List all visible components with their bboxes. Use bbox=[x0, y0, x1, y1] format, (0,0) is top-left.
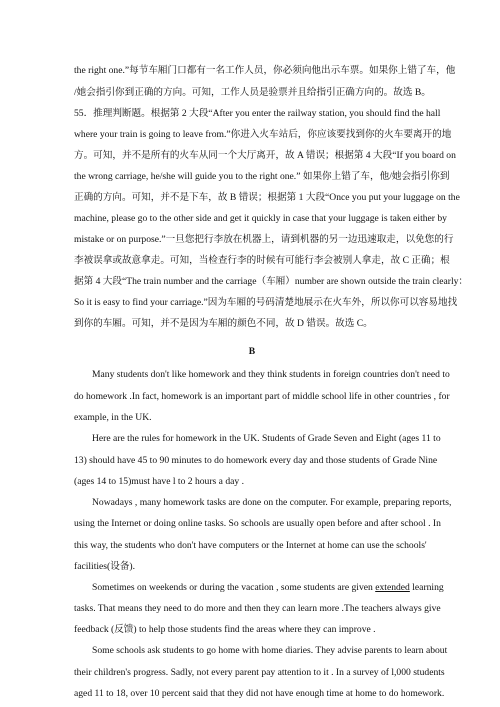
answer-line: So it is easy to find your carriage.”因为车厢的号码清楚地展示在火车外，所以你可以容易地找 bbox=[74, 297, 458, 308]
answer-line: the right one.”每节车厢门口都有一名工作人员，你必须向他出示车票。如果你上错了车，他 bbox=[74, 65, 456, 76]
passage-text: learning bbox=[409, 582, 444, 593]
answer-line: 正确的方向。可知，并不是下车，故 B 错误；根据第 1 大段“Once you put your luggage on the bbox=[74, 192, 460, 203]
answer-line: machine, please go to the other side and get it quickly in case that your luggage is taken either by bbox=[74, 213, 447, 224]
passage-line: example, in the UK. bbox=[74, 412, 152, 423]
passage-line: 13) should have 45 to 90 minutes to do homework every day and those students of Grade Nine bbox=[74, 455, 438, 466]
answer-line: 55．推理判断题。根据第 2 大段“After you enter the railway station, you should find the hall bbox=[74, 108, 441, 119]
passage-line: Here are the rules for homework in the UK. Students of Grade Seven and Eight (ages 11 to bbox=[92, 433, 441, 444]
answer-line: mistake or on purpose.”一旦您把行李放在机器上，请到机器的另一边迅速取走，以免您的行 bbox=[74, 234, 454, 245]
passage-line: aged 11 to 18, over 10 percent said that they did not have enough time at home to do homework. bbox=[74, 688, 445, 699]
section-title: B bbox=[248, 346, 256, 357]
answer-line: 到你的车厢。可知，并不是因为车厢的颜色不同，故 D 错误。故选 C。 bbox=[74, 318, 373, 329]
passage-line: Some schools ask students to go home with home diaries. They advise parents to learn about bbox=[92, 645, 448, 656]
answer-line: 据第 4 大段“The train number and the carriage（车厢）number are shown outside the train clearly： bbox=[74, 276, 469, 287]
passage-line: feedback (反馈) to help those students find the areas where they can improve . bbox=[74, 624, 376, 635]
passage-line: Nowadays , many homework tasks are done on the computer. For example, preparing reports, bbox=[92, 497, 452, 508]
passage-line: their children's progress. Sadly, not every parent pay attention to it . In a survey of l,000 students bbox=[74, 667, 445, 678]
underlined-word: extended bbox=[375, 582, 410, 593]
passage-line: using the Internet or doing online tasks. So schools are usually open before and after school . In bbox=[74, 518, 441, 529]
answer-line: where your train is going to leave from.”你进入火车站后，你应该要找到你的火车要离开的地 bbox=[74, 129, 452, 140]
answer-line: /她会指引你到正确的方向。可知，工作人员是验票并且给指引正确方向的。故选 B。 bbox=[74, 87, 431, 98]
passage-line bbox=[92, 582, 444, 594]
passage-line: this way, the students who don't have computers or the Internet at home can use the schools' bbox=[74, 540, 427, 551]
passage-line: Many students don't like homework and they think students in foreign countries don't need to bbox=[92, 369, 450, 380]
passage-line: facilities(设备). bbox=[74, 561, 136, 572]
passage-line: tasks. That means they need to do more and then they can learn more .The teachers always give bbox=[74, 603, 441, 614]
passage-line: do homework .In fact, homework is an important part of middle school life in other countries , for bbox=[74, 391, 450, 402]
answer-line: the wrong carriage, he/she will guide you to the right one.” 如果你上错了车，他/她会指引你到 bbox=[74, 171, 450, 182]
passage-text: Sometimes on weekends or during the vacation , some students are given bbox=[92, 582, 376, 593]
answer-line: 李被误拿或故意拿走。可知，当检查行李的时候有可能行李会被别人拿走，故 C 正确；根 bbox=[74, 255, 450, 266]
answer-line: 方。可知，并不是所有的火车从同一个大厅离开，故 A 错误；根据第 4 大段“If you board on bbox=[74, 150, 456, 161]
passage-line: (ages 14 to 15)must have l to 2 hours a day . bbox=[74, 476, 244, 487]
